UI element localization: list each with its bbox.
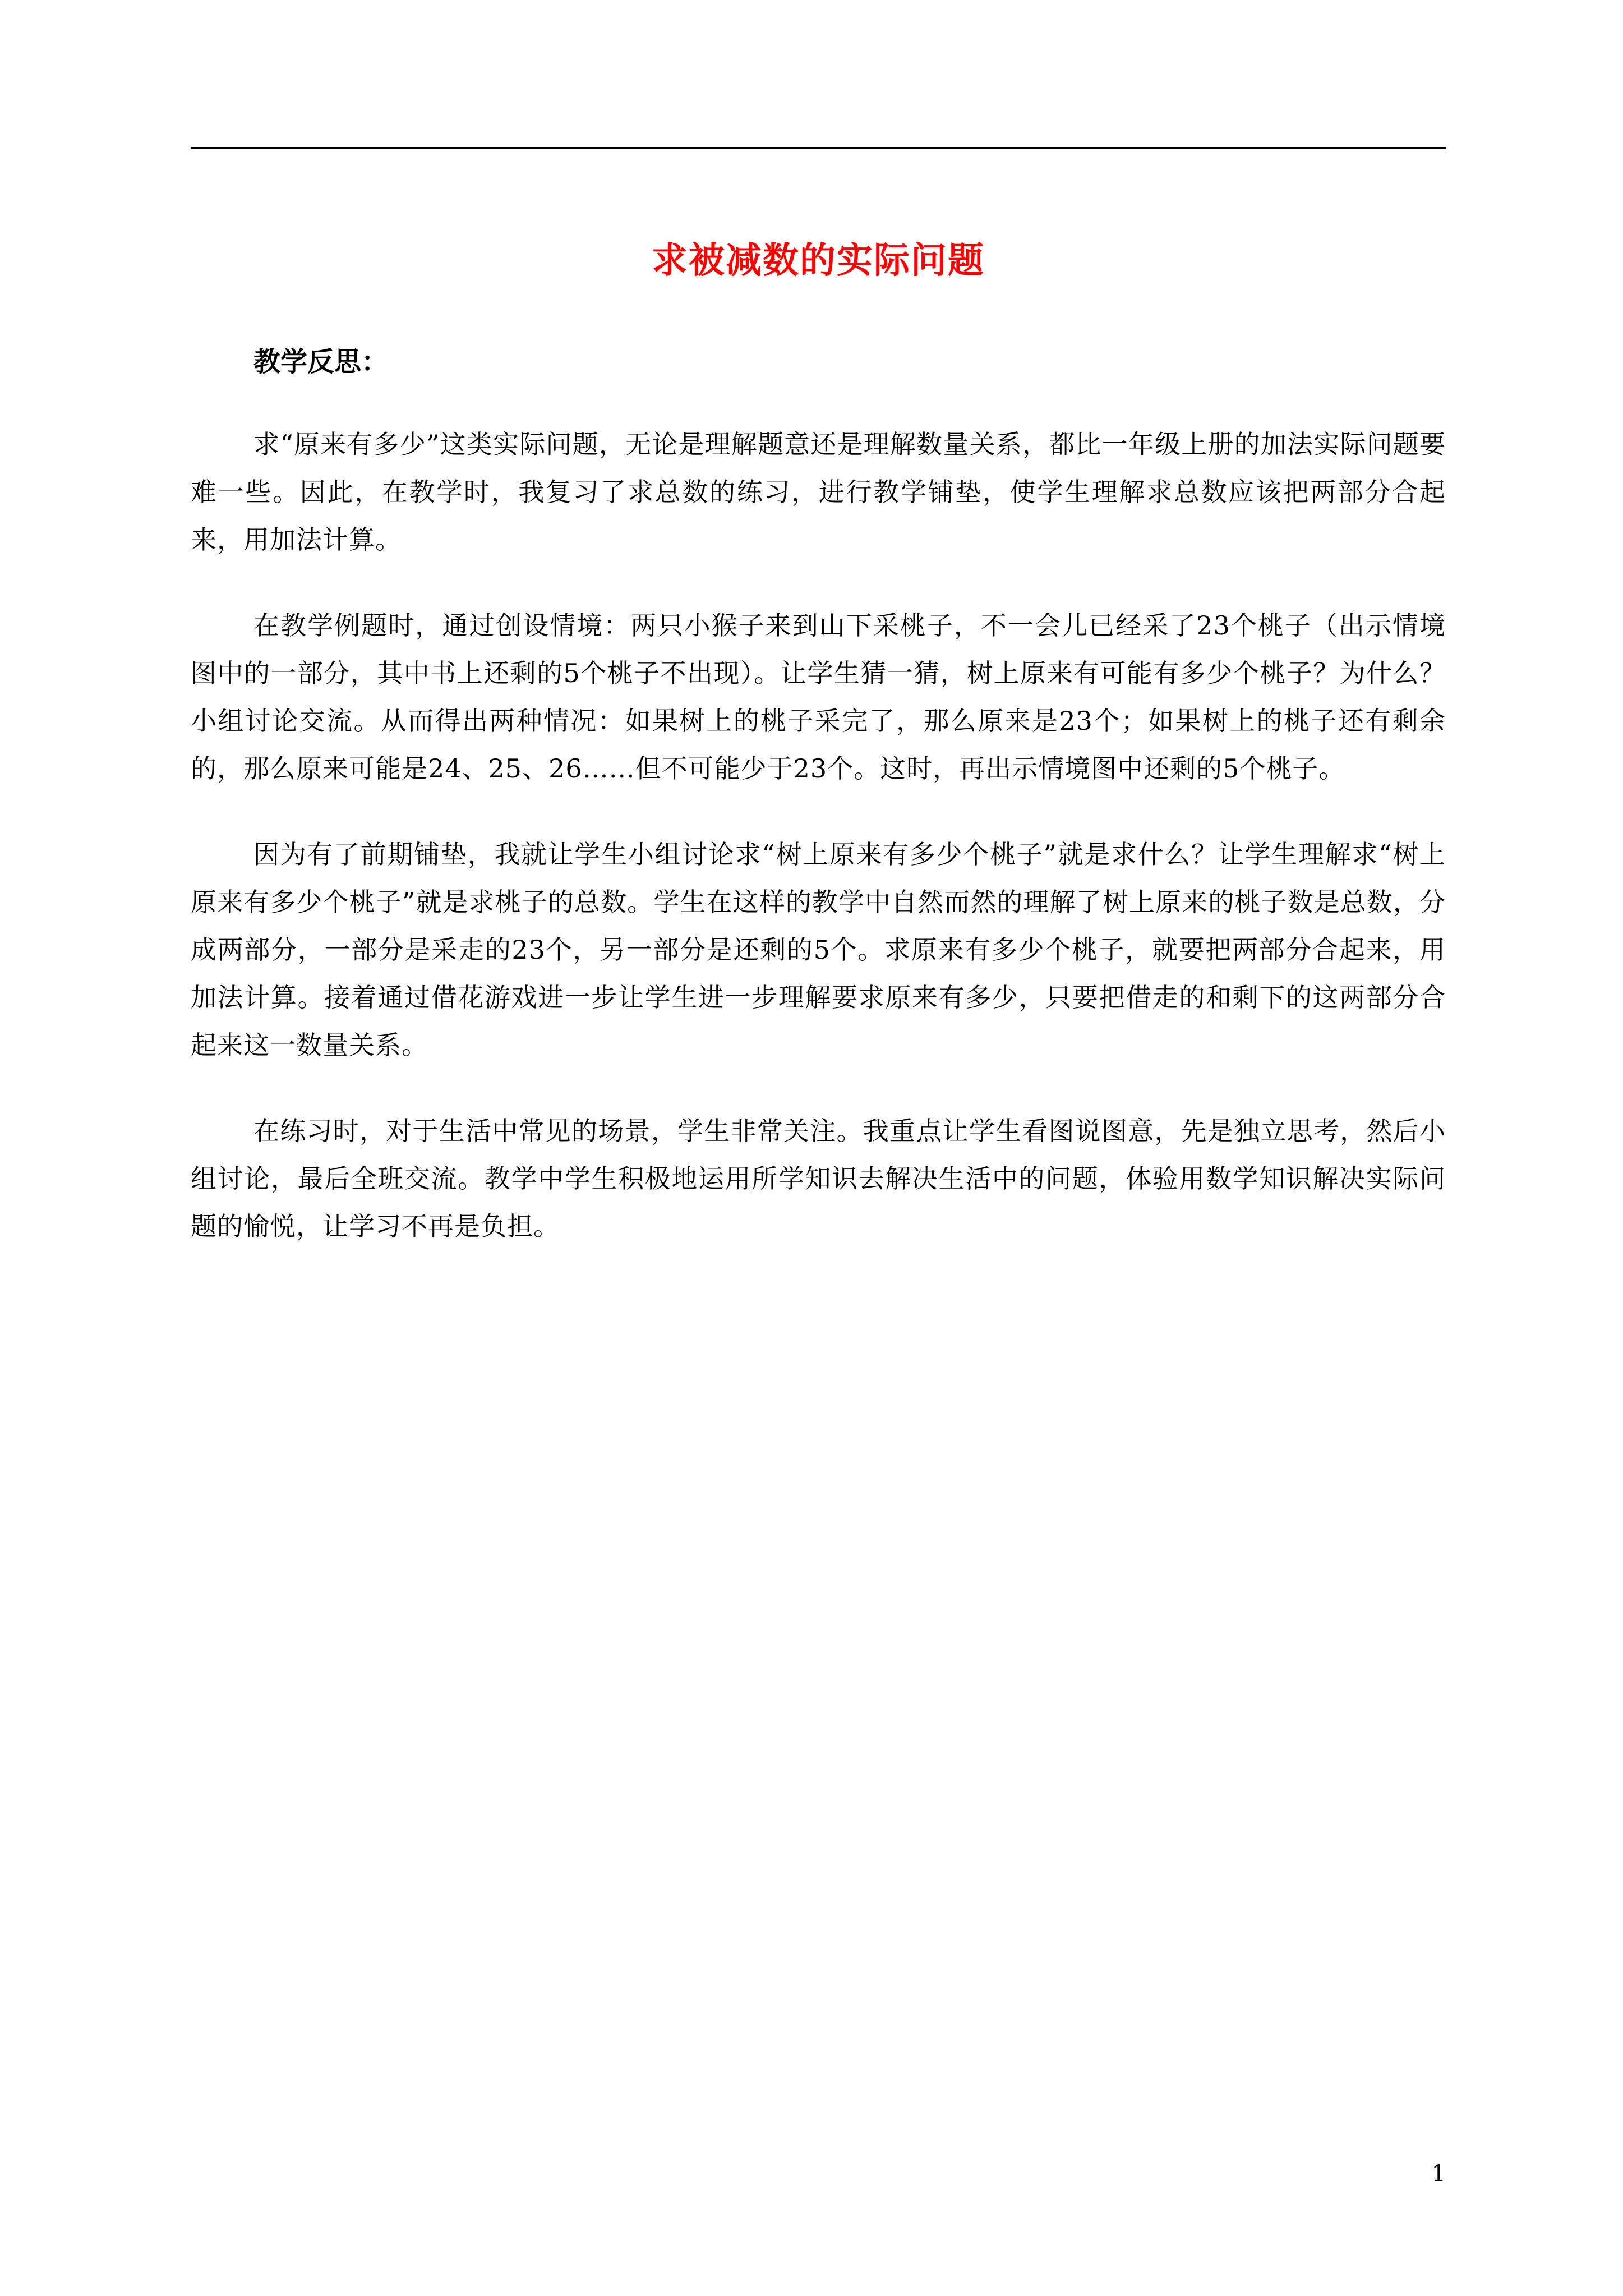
header-rule [191, 147, 1446, 149]
document-title: 求被减数的实际问题 [652, 240, 985, 282]
paragraph-4: 在练习时，对于生活中常见的场景，学生非常关注。我重点让学生看图说图意，先是独立思考，然后小组讨论，最后全班交流。教学中学生积极地运用所学知识去解决生活中的问题，体验用数学知识解决实际问题的愉悦，让学习不再是负担。 [191, 1116, 1446, 1241]
paragraph-3: 因为有了前期铺垫，我就让学生小组讨论求“树上原来有多少个桃子”就是求什么？让学生理解求“树上原来有多少个桃子”就是求桃子的总数。学生在这样的教学中自然而然的理解了树上原来的桃子数是总数，分成两部分，一部分是采走的23个，另一部分是还剩的5个。求原来有多少个桃子，就要把两部分合起来，用加法计算。接着通过借花游戏进一步让学生进一步理解要求原来有多少，只要把借走的和剩下的这两部分合起来这一数量关系。 [191, 839, 1446, 1060]
section-heading: 教学反思： [253, 346, 389, 378]
body-text [191, 421, 1446, 1289]
paragraph-1: 求“原来有多少”这类实际问题，无论是理解题意还是理解数量关系，都比一年级上册的加法实际问题要难一些。因此，在教学时，我复习了求总数的练习，进行教学铺垫，使学生理解求总数应该把两部分合起来，用加法计算。 [191, 429, 1446, 555]
paragraph-2: 在教学例题时，通过创设情境：两只小猴子来到山下采桃子，不一会儿已经采了23个桃子（出示情境图中的一部分，其中书上还剩的5个桃子不出现）。让学生猜一猜，树上原来有可能有多少个桃子？为什么？小组讨论交流。从而得出两种情况：如果树上的桃子采完了，那么原来是23个；如果树上的桃子还有剩余的，那么原来可能是24、25、26……但不可能少于23个。这时，再出示情境图中还剩的5个桃子。 [191, 610, 1446, 784]
page-number: 1 [1431, 2161, 1446, 2187]
